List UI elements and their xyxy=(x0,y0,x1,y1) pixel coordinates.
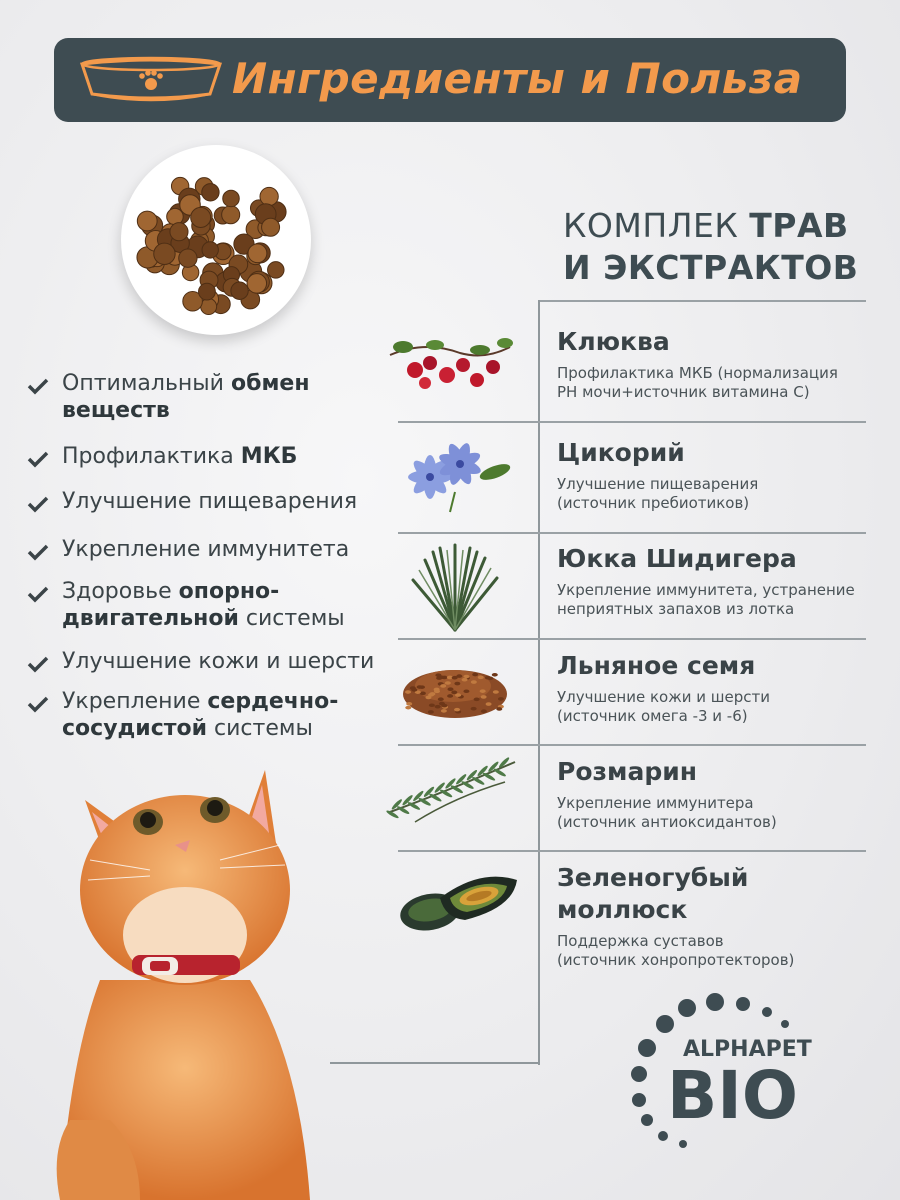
ingredient-flax: Льняное семя Улучшение кожи и шерсти (источник омега -3 и -6) xyxy=(557,650,877,726)
check-icon xyxy=(26,540,50,564)
kibble-illustration xyxy=(121,145,311,335)
ingredient-name: Зеленогубый моллюск xyxy=(557,863,749,924)
check-icon xyxy=(26,692,50,716)
flax-seed xyxy=(451,691,457,695)
check-icon xyxy=(26,582,50,606)
flax-seed xyxy=(447,694,453,698)
flax-seed xyxy=(428,710,434,714)
kibble-piece xyxy=(170,223,188,241)
kibble-piece xyxy=(179,249,197,267)
herbs-section-title: КОМПЛЕК ТРАВ И ЭКСТРАКТОВ xyxy=(563,206,859,287)
benefit-item: Улучшение пищеварения xyxy=(26,488,402,516)
flax-seed xyxy=(441,704,447,708)
ingredient-yucca: Юкка Шидигера Укрепление иммунитета, устранение неприятных запахов из лотка xyxy=(557,543,877,619)
kibble-piece xyxy=(222,206,240,224)
flax-seed xyxy=(478,676,484,680)
kibble-piece xyxy=(248,244,267,263)
flax-seed xyxy=(406,702,412,706)
flax-seed xyxy=(405,706,411,710)
ingredient-name: Льняное семя xyxy=(557,651,756,680)
flax-seed xyxy=(425,696,431,700)
benefit-item: Оптимальный обмен веществ xyxy=(26,370,402,424)
flax-seed xyxy=(481,695,487,699)
page-title: Ингредиенты и Польза xyxy=(232,54,803,103)
flax-seed xyxy=(411,688,417,692)
flax-seed xyxy=(498,697,504,701)
ingredient-name: Цикорий xyxy=(557,438,685,467)
benefit-item: Укрепление иммунитета xyxy=(26,536,402,564)
flax-seed xyxy=(480,689,486,693)
check-icon xyxy=(26,652,50,676)
benefit-item: Укрепление сердечно-сосудистой системы xyxy=(26,688,372,742)
flax-seed xyxy=(472,673,478,677)
divider xyxy=(398,638,866,640)
flax-seed xyxy=(492,673,498,677)
kibble-piece xyxy=(262,218,280,236)
kibble-piece xyxy=(231,282,248,299)
flax-seed xyxy=(463,675,469,679)
check-icon xyxy=(26,492,50,516)
rosemary-icon xyxy=(385,752,520,827)
flax-seed xyxy=(471,680,477,684)
divider xyxy=(538,300,866,302)
flax-seed xyxy=(435,705,441,709)
flax-seed xyxy=(471,707,477,711)
kibble-piece xyxy=(247,274,267,294)
kibble-piece xyxy=(201,299,217,315)
divider xyxy=(330,1062,540,1064)
header-banner xyxy=(54,38,846,122)
flax-seed xyxy=(455,693,461,697)
flax-seed xyxy=(462,678,468,682)
flax-seed xyxy=(493,690,499,694)
pet-bowl-icon xyxy=(76,54,226,106)
flax-seed-icon xyxy=(393,652,518,727)
kibble-piece xyxy=(199,283,216,300)
kibble-piece xyxy=(191,207,211,227)
check-icon xyxy=(26,374,50,398)
logo-text-top: ALPHAPET xyxy=(683,1037,812,1062)
flax-seed xyxy=(405,690,411,694)
yucca-plant-icon xyxy=(405,540,505,632)
ingredient-cranberry: Клюква Профилактика МКБ (нормализация PH мочи+источник витамина С) xyxy=(557,326,877,402)
flax-seed xyxy=(438,697,444,701)
cat-illustration xyxy=(30,760,330,1200)
ingredient-name: Клюква xyxy=(557,327,670,356)
chicory-flower-icon xyxy=(395,432,515,517)
flax-seed xyxy=(486,702,492,706)
kibble-piece xyxy=(260,187,278,205)
ingredient-name: Юкка Шидигера xyxy=(557,544,797,573)
flax-seed xyxy=(419,685,425,689)
flax-seed xyxy=(485,676,491,680)
benefit-item: Улучшение кожи и шерсти xyxy=(26,648,422,676)
ingredient-rosemary: Розмарин Укрепление иммунитера (источник антиоксидантов) xyxy=(557,756,877,832)
divider xyxy=(398,744,866,746)
flax-seed xyxy=(481,709,487,713)
check-icon xyxy=(26,447,50,471)
flax-seed xyxy=(474,698,480,702)
kibble-piece xyxy=(154,243,175,264)
kibble-piece xyxy=(223,190,240,207)
cranberry-icon xyxy=(385,325,520,395)
kibble-piece xyxy=(268,262,284,278)
flax-seed xyxy=(463,689,469,693)
kibble-piece xyxy=(202,242,218,258)
flax-seed xyxy=(445,681,451,685)
flax-seed xyxy=(454,708,460,712)
flax-seed xyxy=(448,687,454,691)
brand-logo xyxy=(625,990,815,1150)
flax-seed xyxy=(454,682,460,686)
flax-seed xyxy=(496,707,502,711)
benefit-item: Здоровье опорно-двигательной системы xyxy=(26,578,372,632)
divider xyxy=(398,421,866,423)
flax-seed xyxy=(452,676,458,680)
logo-text-bottom: BIO xyxy=(667,1057,798,1134)
kibble-image xyxy=(121,145,311,335)
ingredient-name: Розмарин xyxy=(557,757,698,786)
flax-seed xyxy=(434,688,440,692)
ingredient-chicory: Цикорий Улучшение пищеварения (источник пребиотиков) xyxy=(557,437,877,513)
flax-seed xyxy=(440,684,446,688)
flax-seed xyxy=(435,673,441,677)
kibble-piece xyxy=(202,184,219,201)
kibble-piece xyxy=(137,211,157,231)
benefit-item: Профилактика МКБ xyxy=(26,443,402,471)
divider xyxy=(538,300,540,1065)
mussel-icon xyxy=(395,868,520,936)
divider xyxy=(398,532,866,534)
flax-seed xyxy=(441,709,447,713)
ingredient-mussel: Зеленогубый моллюск Поддержка суставов (источник хонропротекторов) xyxy=(557,862,877,970)
divider xyxy=(398,850,866,852)
flax-seed xyxy=(429,692,435,696)
flax-seed xyxy=(429,703,435,707)
